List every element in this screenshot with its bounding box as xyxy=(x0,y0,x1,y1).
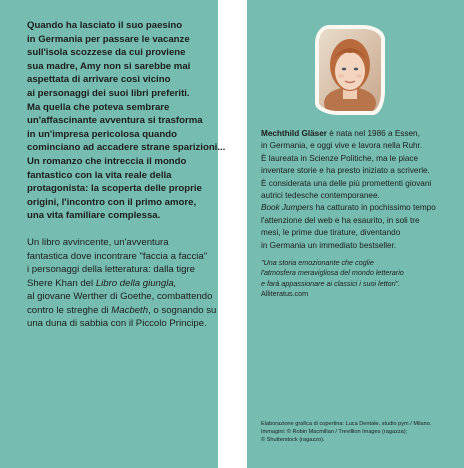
synopsis-line: sull'isola scozzese da cui proviene xyxy=(27,47,186,59)
author-photo xyxy=(319,29,381,111)
quote-source: Alliteratus.com xyxy=(261,289,309,299)
right-flap xyxy=(247,0,464,468)
pitch-text: Shere Khan del xyxy=(27,277,96,289)
synopsis-line: origini, l'incontro con il primo amore, xyxy=(27,196,197,208)
synopsis-line: aspettata di arrivare così vicino xyxy=(27,74,171,86)
quote-line xyxy=(261,258,404,268)
pitch-line xyxy=(27,277,218,291)
pitch-line xyxy=(27,304,218,318)
credit-line: Immagini: © Robin Macmillan / Trevillion Images (ragazza); xyxy=(261,429,408,436)
pitch-text: contro le streghe di xyxy=(27,304,112,316)
bio-line xyxy=(261,128,436,140)
pitch-line: fantastica dove incontrare "faccia a faccia" xyxy=(27,250,208,262)
pitch-text: , o sognando su xyxy=(148,304,217,316)
bio-line xyxy=(261,202,436,214)
quote-text: "Una storia emozionante che coglie xyxy=(261,258,374,267)
synopsis-line: in Germania per passare le vacanze xyxy=(27,33,190,45)
synopsis xyxy=(27,19,226,223)
bio-line: in Germania, e oggi vive e lavora nella Ruhr. xyxy=(261,141,423,151)
credit-line: Elaborazione grafica di copertina: Luca Dentale, studio pym / Milano. xyxy=(261,421,432,427)
bio-line: autrici tedesche contemporanee. xyxy=(261,191,380,201)
pitch-line: i personaggi della letteratura: dalla tigre xyxy=(27,264,195,276)
pitch-line: al giovane Werther di Goethe, combattendo xyxy=(27,291,213,303)
bio-line: È laureata in Scienze Politiche, ma le piace xyxy=(261,153,419,163)
synopsis-line: Quando ha lasciato il suo paesino xyxy=(27,20,183,31)
synopsis-line: Un romanzo che intreccia il mondo xyxy=(27,155,187,167)
quote-text: l'atmosfera meravigliosa del mondo letterario xyxy=(261,268,404,278)
author-bio xyxy=(261,128,436,252)
quote-line xyxy=(261,268,404,278)
quote-text: e farà appassionare ai classici i suoi lettori". xyxy=(261,278,401,288)
author-photo-frame xyxy=(315,25,385,115)
bio-text: ha catturato in pochissimo tempo xyxy=(313,203,436,213)
author-name: Mechthild Gläser xyxy=(261,129,327,138)
pitch-line: una duna di sabbia con il Piccolo Principe. xyxy=(27,318,207,330)
synopsis-line: fantastico con la vita reale della xyxy=(27,169,172,181)
bio-line: È considerata una delle più promettenti giovani xyxy=(261,178,432,188)
synopsis-line: cominciano ad accadere strane sparizioni... xyxy=(27,142,226,154)
synopsis-line: protagonista: la scoperta delle proprie xyxy=(27,183,202,195)
book-title-jungle-book: Libro della giungla, xyxy=(95,277,177,289)
left-flap xyxy=(0,0,226,468)
bio-line: in Germania un immediato bestseller. xyxy=(261,240,397,250)
synopsis-line: in un'impresa pericolosa quando xyxy=(27,128,177,140)
book-title-macbeth: Macbeth xyxy=(111,304,149,316)
bio-line: l'attenzione del web e ha esaurito, in soli tre xyxy=(261,215,420,225)
synopsis-line: ai personaggi dei suoi libri preferiti. xyxy=(27,87,190,99)
review-quote xyxy=(261,258,404,300)
pitch-line: Un libro avvincente, un'avventura xyxy=(27,236,169,248)
bio-line: inventare storie e ha presto iniziato a scriverle. xyxy=(261,166,430,176)
synopsis-line: sua madre, Amy non si sarebbe mai xyxy=(27,60,191,72)
quote-line xyxy=(261,279,404,289)
synopsis-line: Ma quella che poteva sembrare xyxy=(27,101,170,113)
bio-line: mesi, le prime due tirature, diventando xyxy=(261,228,401,238)
book-title-book-jumpers: Book Jumpers xyxy=(261,203,314,213)
author-portrait-image xyxy=(319,29,381,111)
synopsis-line: un'affascinante avventura si trasforma xyxy=(27,115,203,127)
bio-text: è nata nel 1986 a Essen, xyxy=(326,129,420,138)
pitch-paragraph xyxy=(27,236,218,331)
credit-line: © Shutterstock (ragazzo). xyxy=(261,437,325,444)
synopsis-line: una vita familiare complessa. xyxy=(27,210,161,222)
image-credits xyxy=(261,420,431,445)
